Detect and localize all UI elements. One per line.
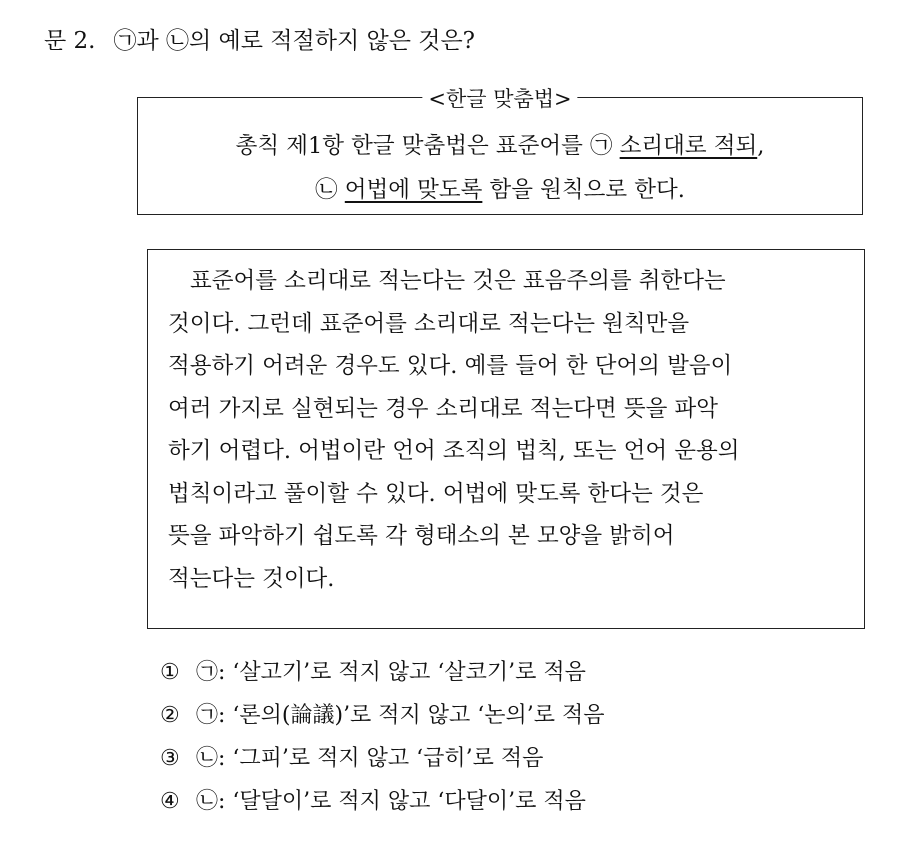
passage-line: 뜻을 파악하기 쉽도록 각 형태소의 본 모양을 밝히어 (168, 523, 675, 549)
question-number: 문 2. (44, 28, 96, 54)
rule-box-title: <한글 맞춤법> (422, 83, 577, 113)
option-2-text: ㉠: ‘론의(論議)’로 적지 않고 ‘논의’로 적음 (196, 703, 605, 728)
question-text: ㉠과 ㉡의 예로 적절하지 않은 것은? (113, 28, 475, 54)
passage-line: 법칙이라고 풀이할 수 있다. 어법에 맞도록 한다는 것은 (168, 480, 704, 507)
passage-line: 하기 어렵다. 어법이란 언어 조직의 법칙, 또는 언어 운용의 (168, 438, 740, 464)
rule-line-1-suffix: , (757, 133, 765, 159)
rule-box (137, 87, 863, 215)
option-1[interactable] (160, 651, 605, 694)
passage-line: 적용하기 어려운 경우도 있다. 예를 들어 한 단어의 발음이 (168, 353, 733, 379)
answer-options (160, 651, 605, 823)
passage-line: 여러 가지로 실현되는 경우 소리대로 적는다면 뜻을 파악 (168, 395, 718, 422)
option-3-number: ③ (160, 746, 180, 771)
passage-line: 적는다는 것이다. (168, 565, 335, 592)
rule-underlined-2: 어법에 맞도록 (344, 177, 483, 203)
option-3-text: ㉡: ‘그피’로 적지 않고 ‘급히’로 적음 (196, 746, 544, 771)
option-1-text: ㉠: ‘살고기’로 적지 않고 ‘살코기’로 적음 (196, 660, 586, 685)
question-stem (44, 22, 475, 55)
rule-box-body (138, 124, 862, 212)
option-1-number: ① (160, 660, 180, 685)
option-2-number: ② (160, 703, 180, 728)
option-4-text: ㉡: ‘달달이’로 적지 않고 ‘다달이’로 적음 (196, 789, 586, 814)
option-2[interactable] (160, 694, 605, 737)
passage-line: 것이다. 그런데 표준어를 소리대로 적는다는 원칙만을 (168, 310, 690, 337)
passage-box (147, 249, 865, 629)
rule-line-2-marker: ㉡ (315, 177, 338, 203)
rule-line-1-prefix: 총칙 제1항 한글 맞춤법은 표준어를 ㉠ (235, 133, 613, 159)
rule-underlined-1: 소리대로 적되 (619, 133, 758, 159)
option-4[interactable] (160, 780, 605, 823)
option-4-number: ④ (160, 789, 180, 814)
passage-body (168, 260, 846, 600)
passage-line: 표준어를 소리대로 적는다는 것은 표음주의를 취한다는 (190, 268, 726, 294)
rule-line-2-suffix: 함을 원칙으로 한다. (482, 177, 685, 203)
rule-line-1 (138, 124, 862, 168)
option-3[interactable] (160, 737, 605, 780)
rule-line-2 (138, 168, 862, 212)
